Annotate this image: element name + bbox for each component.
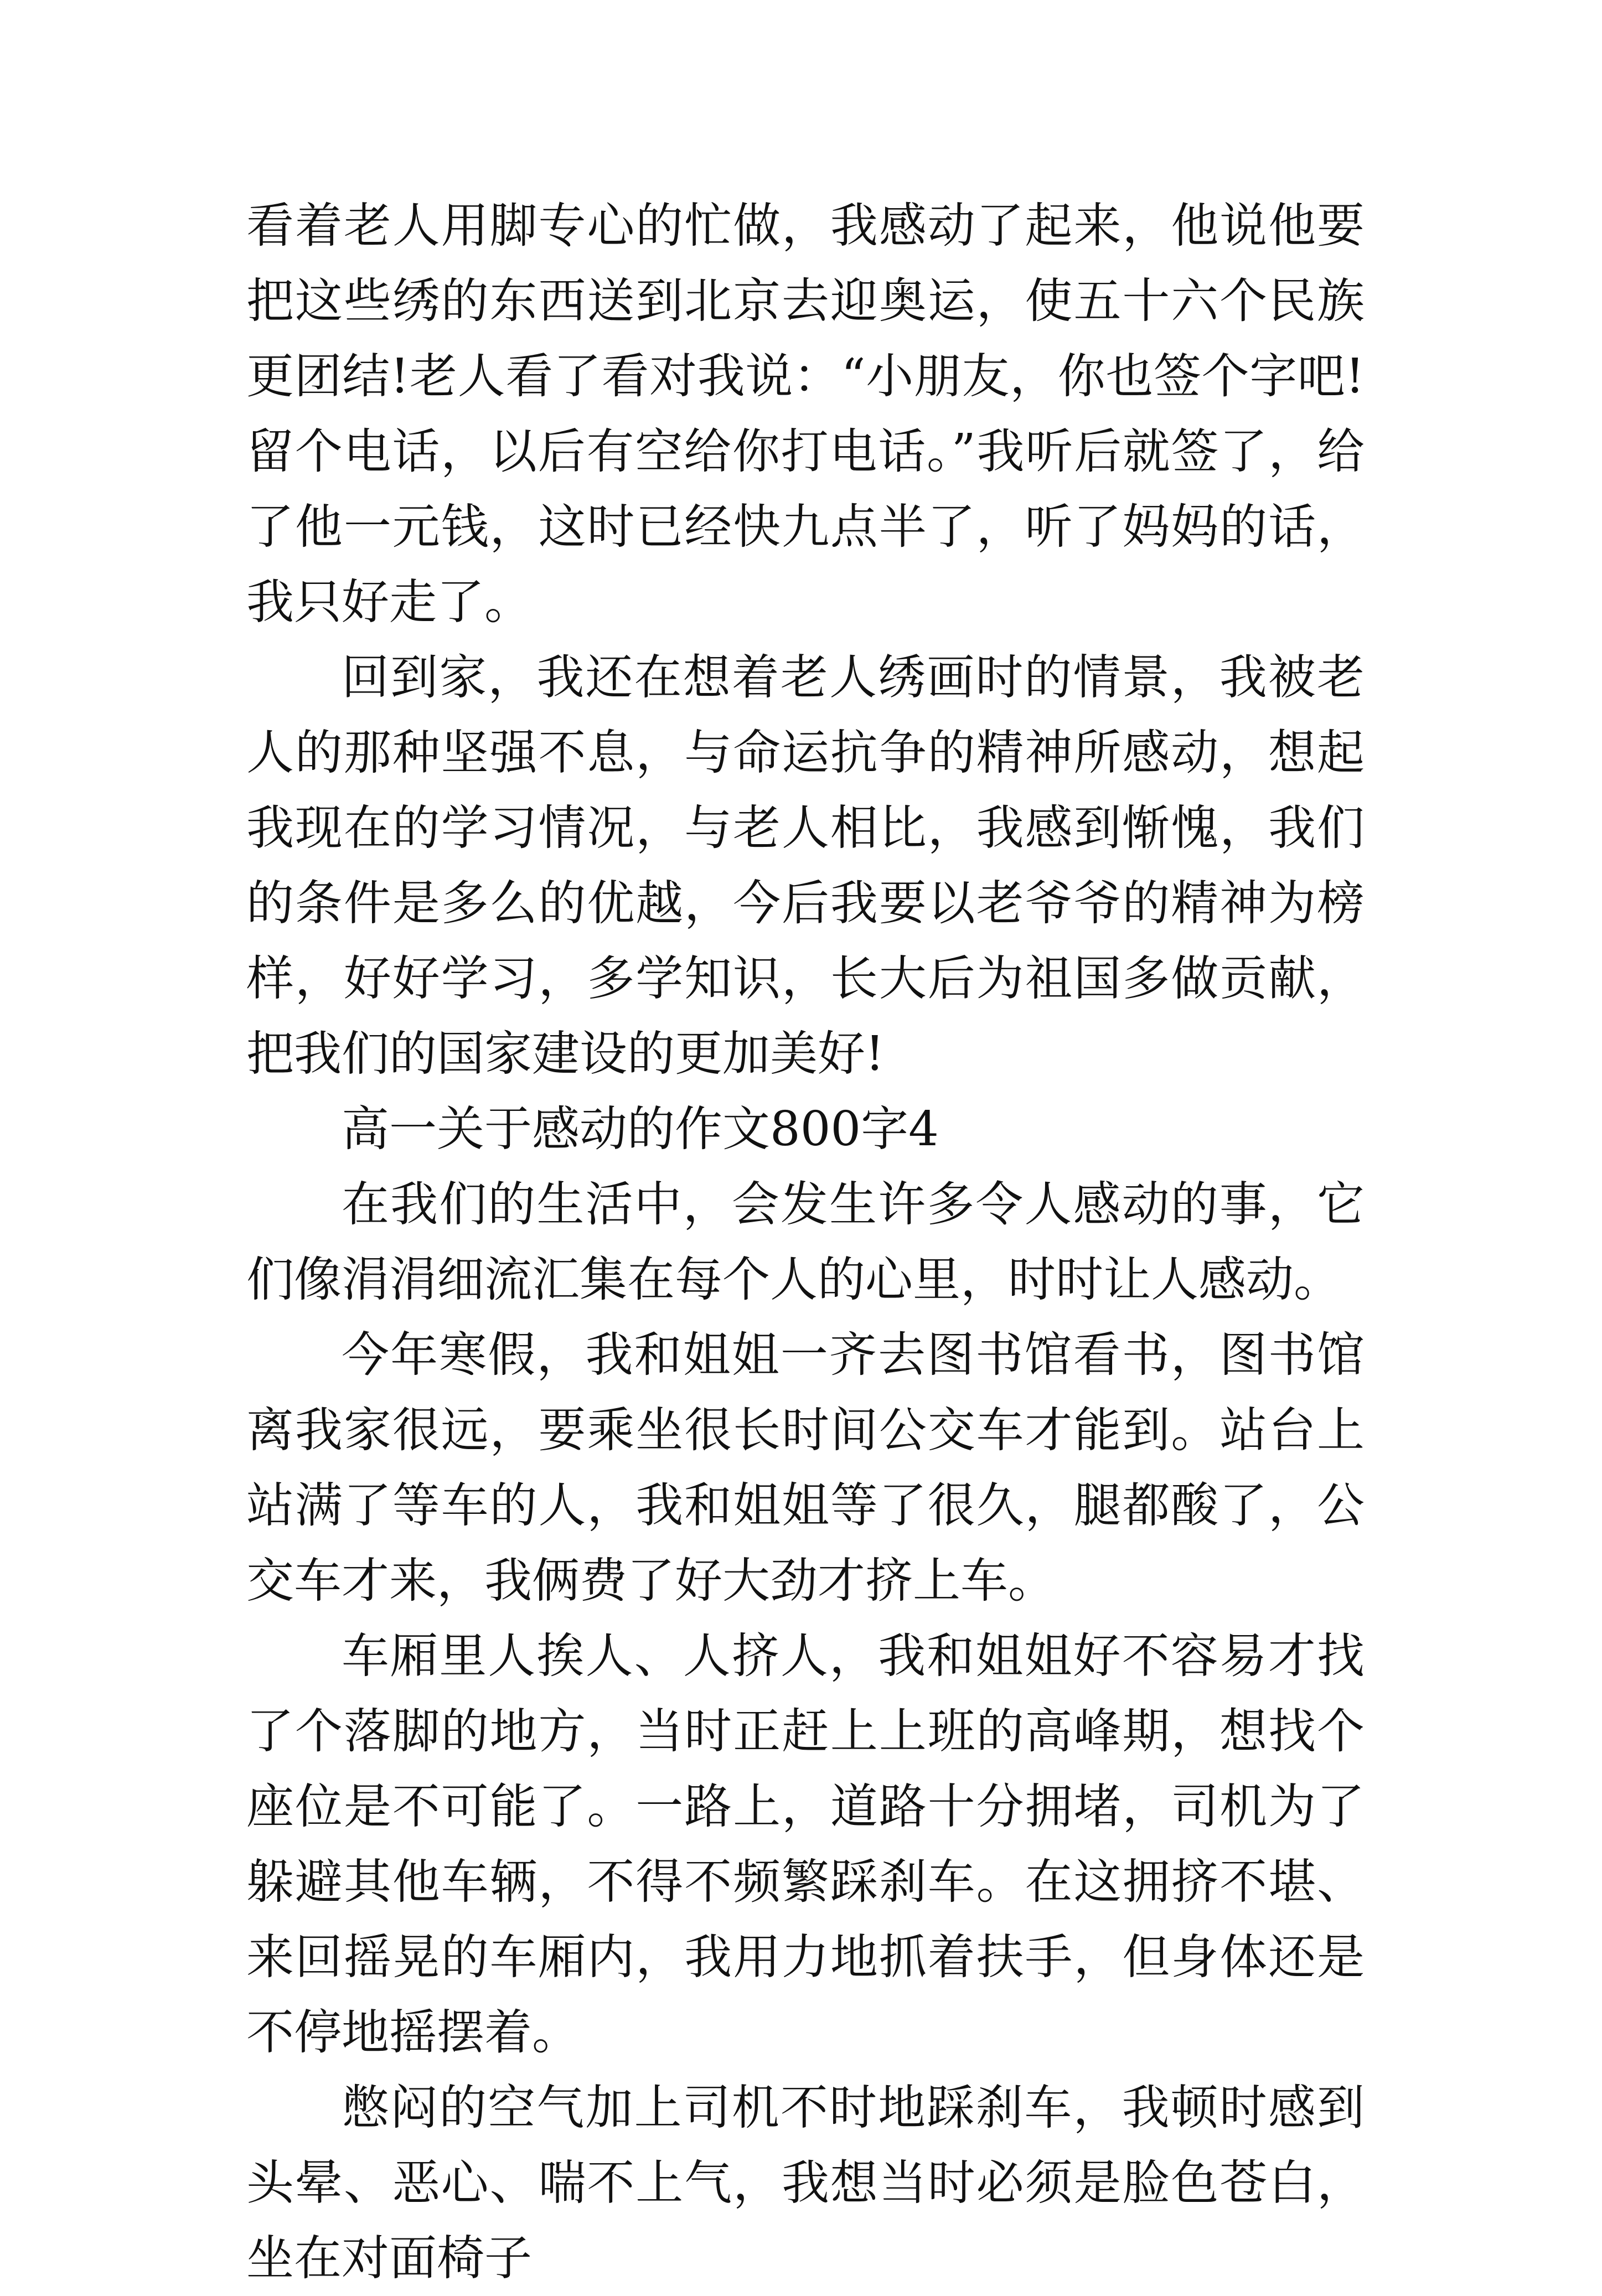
document-body	[246, 188, 1365, 2296]
paragraph: 看着老人用脚专心的忙做，我感动了起来，他说他要把这些绣的东西送到北京去迎奥运，使五十六个民族更团结!老人看了看对我说：“小朋友，你也签个字吧!留个电话，以后有空给你打电话。”我听后就签了，给了他一元钱，这时已经快九点半了，听了妈妈的话，我只好走了。	[246, 198, 1365, 630]
paragraph: 今年寒假，我和姐姐一齐去图书馆看书，图书馆离我家很远，要乘坐很长时间公交车才能到。站台上站满了等车的人，我和姐姐等了很久，腿都酸了，公交车才来，我俩费了好大劲才挤上车。	[246, 1327, 1365, 1609]
section-heading: 高一关于感动的作文800字4	[342, 1102, 939, 1157]
paragraph: 车厢里人挨人、人挤人，我和姐姐好不容易才找了个落脚的地方，当时正赶上上班的高峰期，想找个座位是不可能了。一路上，道路十分拥堵，司机为了躲避其他车辆，不得不频繁踩刹车。在这拥挤不堪、来回摇晃的车厢内，我用力地抓着扶手，但身体还是不停地摇摆着。	[246, 1628, 1365, 2060]
paragraph: 回到家，我还在想着老人绣画时的情景，我被老人的那种坚强不息，与命运抗争的精神所感动，想起我现在的学习情况，与老人相比，我感到惭愧，我们的条件是多么的优越，今后我要以老爷爷的精神为榜样，好好学习，多学知识，长大后为祖国多做贡献，把我们的国家建设的更加美好!	[246, 650, 1365, 1082]
paragraph: 憋闷的空气加上司机不时地踩刹车，我顿时感到头晕、恶心、喘不上气，我想当时必须是脸色苍白，坐在对面椅子	[246, 2080, 1365, 2286]
paragraph: 在我们的生活中，会发生许多令人感动的事，它们像涓涓细流汇集在每个人的心里，时时让人感动。	[246, 1177, 1365, 1307]
